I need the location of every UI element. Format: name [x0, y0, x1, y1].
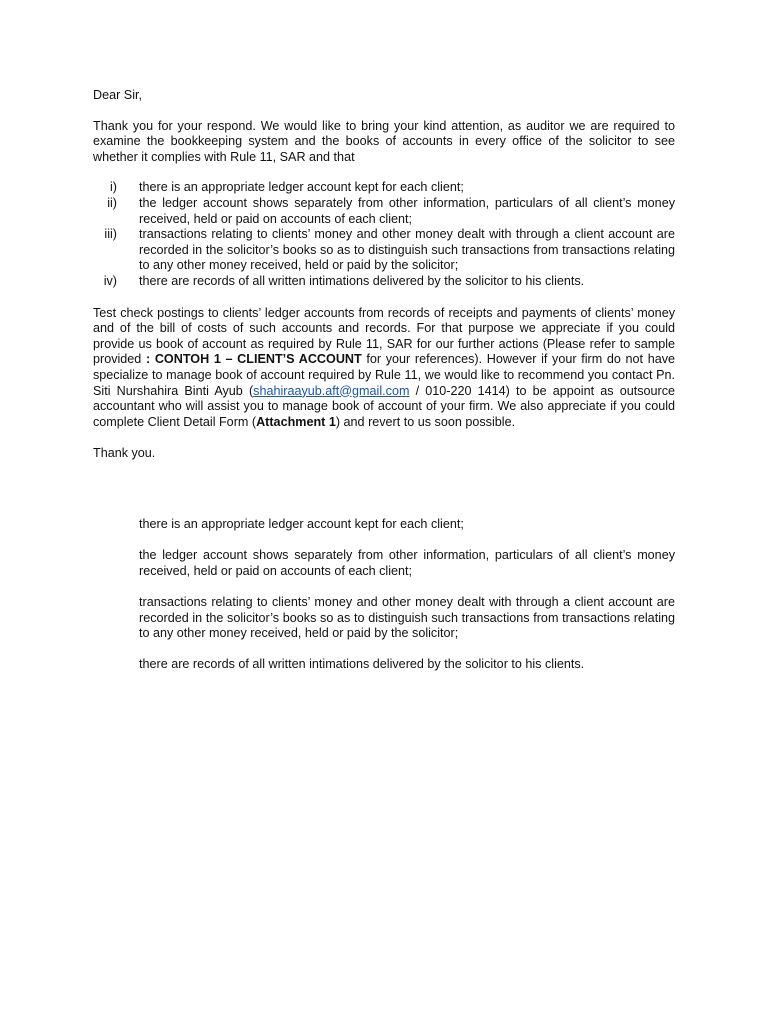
greeting: Dear Sir, [93, 88, 142, 102]
letter-body [93, 88, 675, 462]
repeated-item: the ledger account shows separately from other information, particulars of all client’s money received, held or paid on accounts of each client; [139, 548, 675, 578]
repeated-item: there is an appropriate ledger account kept for each client; [139, 517, 464, 531]
request-text-3: / 010-220 1414) to be appoint as outsource accountant who will assist you to manage book of account of your firm. We also appreciate if you could complete Client Detail Form ( [93, 383, 675, 429]
request-paragraph [93, 306, 675, 431]
repeated-item: there are records of all written intimations delivered by the solicitor to his clients. [139, 657, 585, 672]
intro-paragraph: Thank you for your respond. We would like to bring your kind attention, as auditor we are required to examine the bookkeeping system and the books of accounts in every office of the solicitor to see whether it complies with Rule 11, SAR and that [93, 118, 675, 164]
request-text-4: ) and revert to us soon possible. [335, 414, 516, 429]
list-text: transactions relating to clients’ money and other money dealt with through a client account are recorded in the solicitor’s books so as to distinguish such transactions from transactions relating to any other money received, held or paid by the solicitor; [139, 227, 675, 273]
email-link[interactable]: shahiraayub.aft@gmail.com [253, 383, 410, 398]
list-item [93, 196, 675, 227]
list-item [93, 180, 675, 196]
list-text: the ledger account shows separately from other information, particulars of all client’s money received, held or paid on accounts of each client; [139, 195, 675, 226]
list-number: i) [110, 180, 117, 195]
request-text-1: Test check postings to clients’ ledger accounts from records of receipts and payments of clients’ money and of the bill of costs of such accounts and records. For that purpose we appreciate if you could provide us book of account as required by Rule 11, SAR for our further actions (Please refer to sample provided [93, 305, 675, 367]
repeated-list [139, 517, 675, 689]
request-text-2: for your references). However if your firm do not have specialize to manage book of account required by Rule 11, we would like to recommend you contact Pn. Siti Nurshahira Binti Ayub ( [93, 352, 676, 398]
closing: Thank you. [93, 446, 156, 461]
repeated-item: transactions relating to clients’ money and other money dealt with through a client account are recorded in the solicitor’s books so as to distinguish such transactions from transactions relating to any other money received, held or paid by the solicitor; [139, 594, 675, 641]
list-number: iii) [104, 227, 117, 242]
list-text: there is an appropriate ledger account kept for each client; [139, 180, 464, 195]
list-number: ii) [107, 195, 117, 210]
sample-reference: : CONTOH 1 – CLIENT’S ACCOUNT [145, 352, 362, 367]
list-text: there are records of all written intimations delivered by the solicitor to his clients. [139, 273, 585, 288]
attachment-reference: Attachment 1 [256, 414, 336, 429]
list-item [93, 227, 675, 274]
requirements-list [93, 180, 675, 289]
list-item [93, 274, 675, 290]
list-number: iv) [103, 273, 117, 288]
